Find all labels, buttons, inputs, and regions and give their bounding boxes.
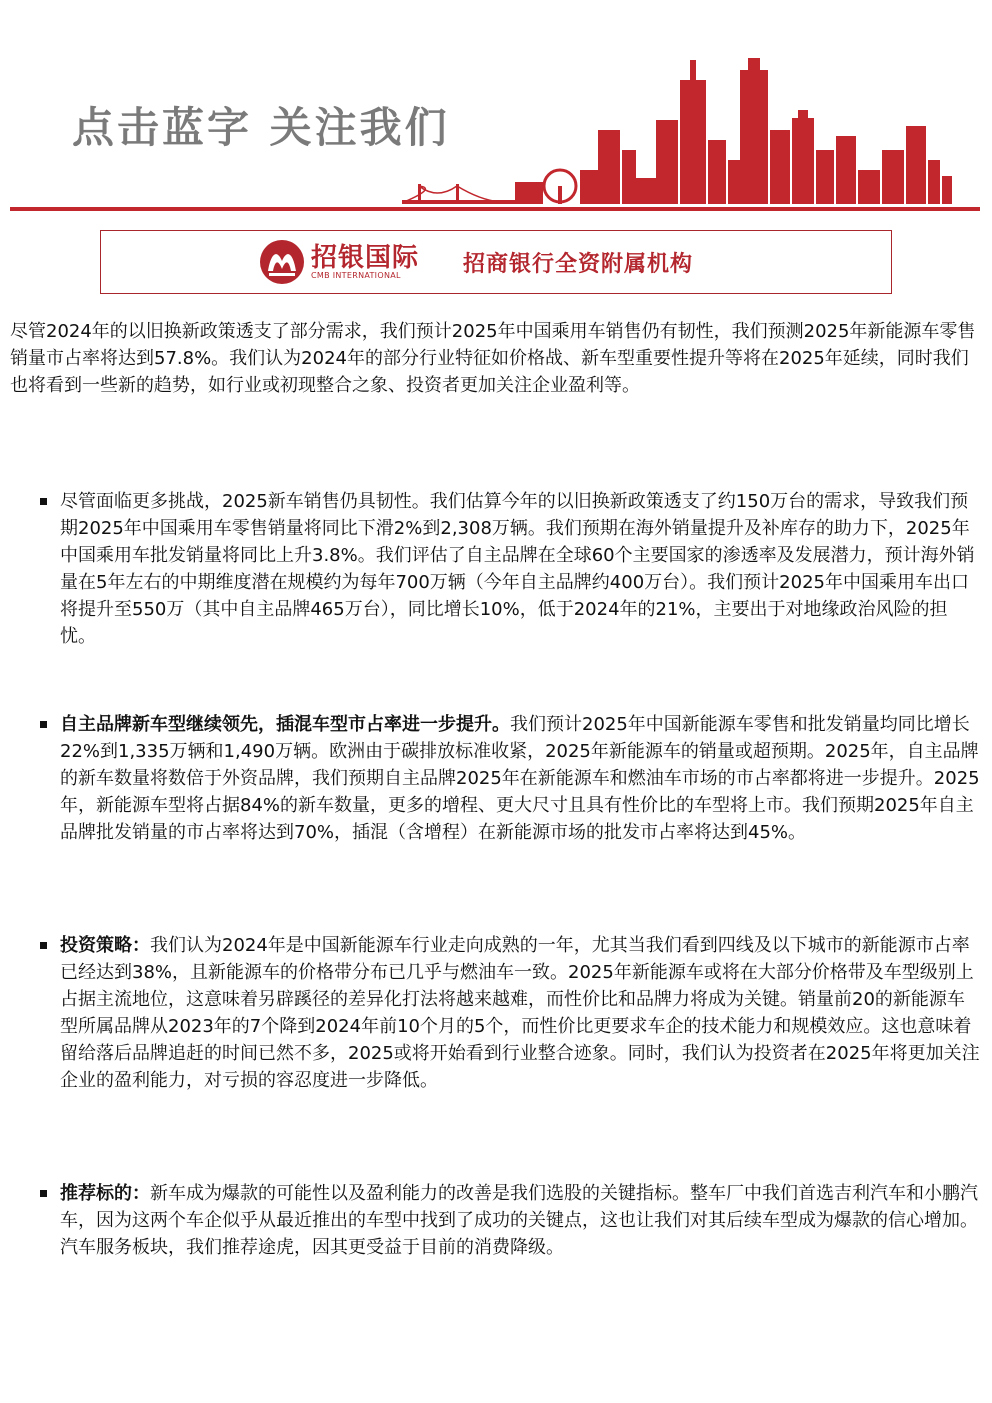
intro-paragraph: 尽管2024年的以旧换新政策透支了部分需求，我们预计2025年中国乘用车销售仍有韧性，我们预测2025年新能源车零售销量市占率将达到57.8%。我们认为2024年的部分行业特征如价格战、新车型重要性提升等将在2025年延续，同时我们也将看到一些新的趋势，如行业或初现整合之象、投资者更加关注企业盈利等。	[10, 321, 976, 396]
bullet-item-investment-strategy	[40, 932, 980, 1094]
brand-tagline: 招商银行全资附属机构	[463, 252, 694, 277]
bullet-heading: 推荐标的：	[60, 1183, 150, 1204]
bullet-marker	[40, 1190, 47, 1197]
brand-name-cn: 招银国际	[311, 243, 420, 273]
cmb-logo-icon	[259, 239, 305, 285]
bullet-marker	[40, 942, 47, 949]
bullet-heading: 自主品牌新车型继续领先，插混车型市占率进一步提升。	[60, 714, 510, 735]
bullet-item-domestic-brands	[40, 711, 980, 846]
brand-name-en: CMB INTERNATIONAL	[311, 271, 401, 280]
bullet-text: 新车成为爆款的可能性以及盈利能力的改善是我们选股的关键指标。整车厂中我们首选吉利汽车和小鹏汽车，因为这两个车企似乎从最近推出的车型中找到了成功的关键点，这也让我们对其后续车型成为爆款的信心增加。汽车服务板块，我们推荐途虎，因其更受益于目前的消费降级。	[60, 1183, 978, 1258]
bullet-heading: 投资策略：	[60, 935, 150, 956]
bullet-text: 尽管面临更多挑战，2025新车销售仍具韧性。我们估算今年的以旧换新政策透支了约150万台的需求，导致我们预期2025年中国乘用车零售销量将同比下滑2%到2,308万辆。我们预期在海外销量提升及补库存的助力下，2025年中国乘用车批发销量将同比上升3.8%。我们评估了自主品牌在全球60个主要国家的渗透率及发展潜力，预计海外销量在5年左右的中期维度潜在规模约为每年700万辆（今年自主品牌约400万台）。我们预计2025年中国乘用车出口将提升至550万（其中自主品牌465万台），同比增长10%，低于2024年的21%，主要出于对地缘政治风险的担忧。	[60, 491, 975, 647]
bullet-marker	[40, 721, 47, 728]
brand-box	[100, 230, 892, 294]
bullet-text: 我们认为2024年是中国新能源车行业走向成熟的一年，尤其当我们看到四线及以下城市的新能源市占率已经达到38%，且新能源车的价格带分布已几乎与燃油车一致。2025年新能源车或将在大部分价格带及车型级别上占据主流地位，这意味着另辟蹊径的差异化打法将越来越难，而性价比和品牌力将成为关键。销量前20的新能源车型所属品牌从2023年的7个降到2024年前10个月的5个，而性价比更要求车企的技术能力和规模效应。这也意味着留给落后品牌追赶的时间已然不多，2025或将开始看到行业整合迹象。同时，我们认为投资者在2025年将更加关注企业的盈利能力，对亏损的容忍度进一步降低。	[60, 935, 980, 1091]
bullet-text: 我们预计2025年中国新能源车零售和批发销量均同比增长22%到1,335万辆和1,490万辆。欧洲由于碳排放标准收紧，2025年新能源车的销量或超预期。2025年，自主品牌的新车数量将数倍于外资品牌，我们预期自主品牌2025年在新能源车和燃油车市场的市占率都将进一步提升。2025年，新能源车型将占据84%的新车数量，更多的增程、更大尺寸且具有性价比的车型将上市。我们预期2025年自主品牌批发销量的市占率将达到70%，插混（含增程）在新能源市场的批发市占率将达到45%。	[60, 714, 980, 843]
bullet-marker	[40, 498, 47, 505]
bullet-item-recommended-stocks	[40, 1180, 980, 1261]
banner-title: 点击蓝字 关注我们	[72, 103, 450, 152]
bullet-item-sales-outlook	[40, 488, 980, 650]
header-banner	[0, 0, 992, 215]
